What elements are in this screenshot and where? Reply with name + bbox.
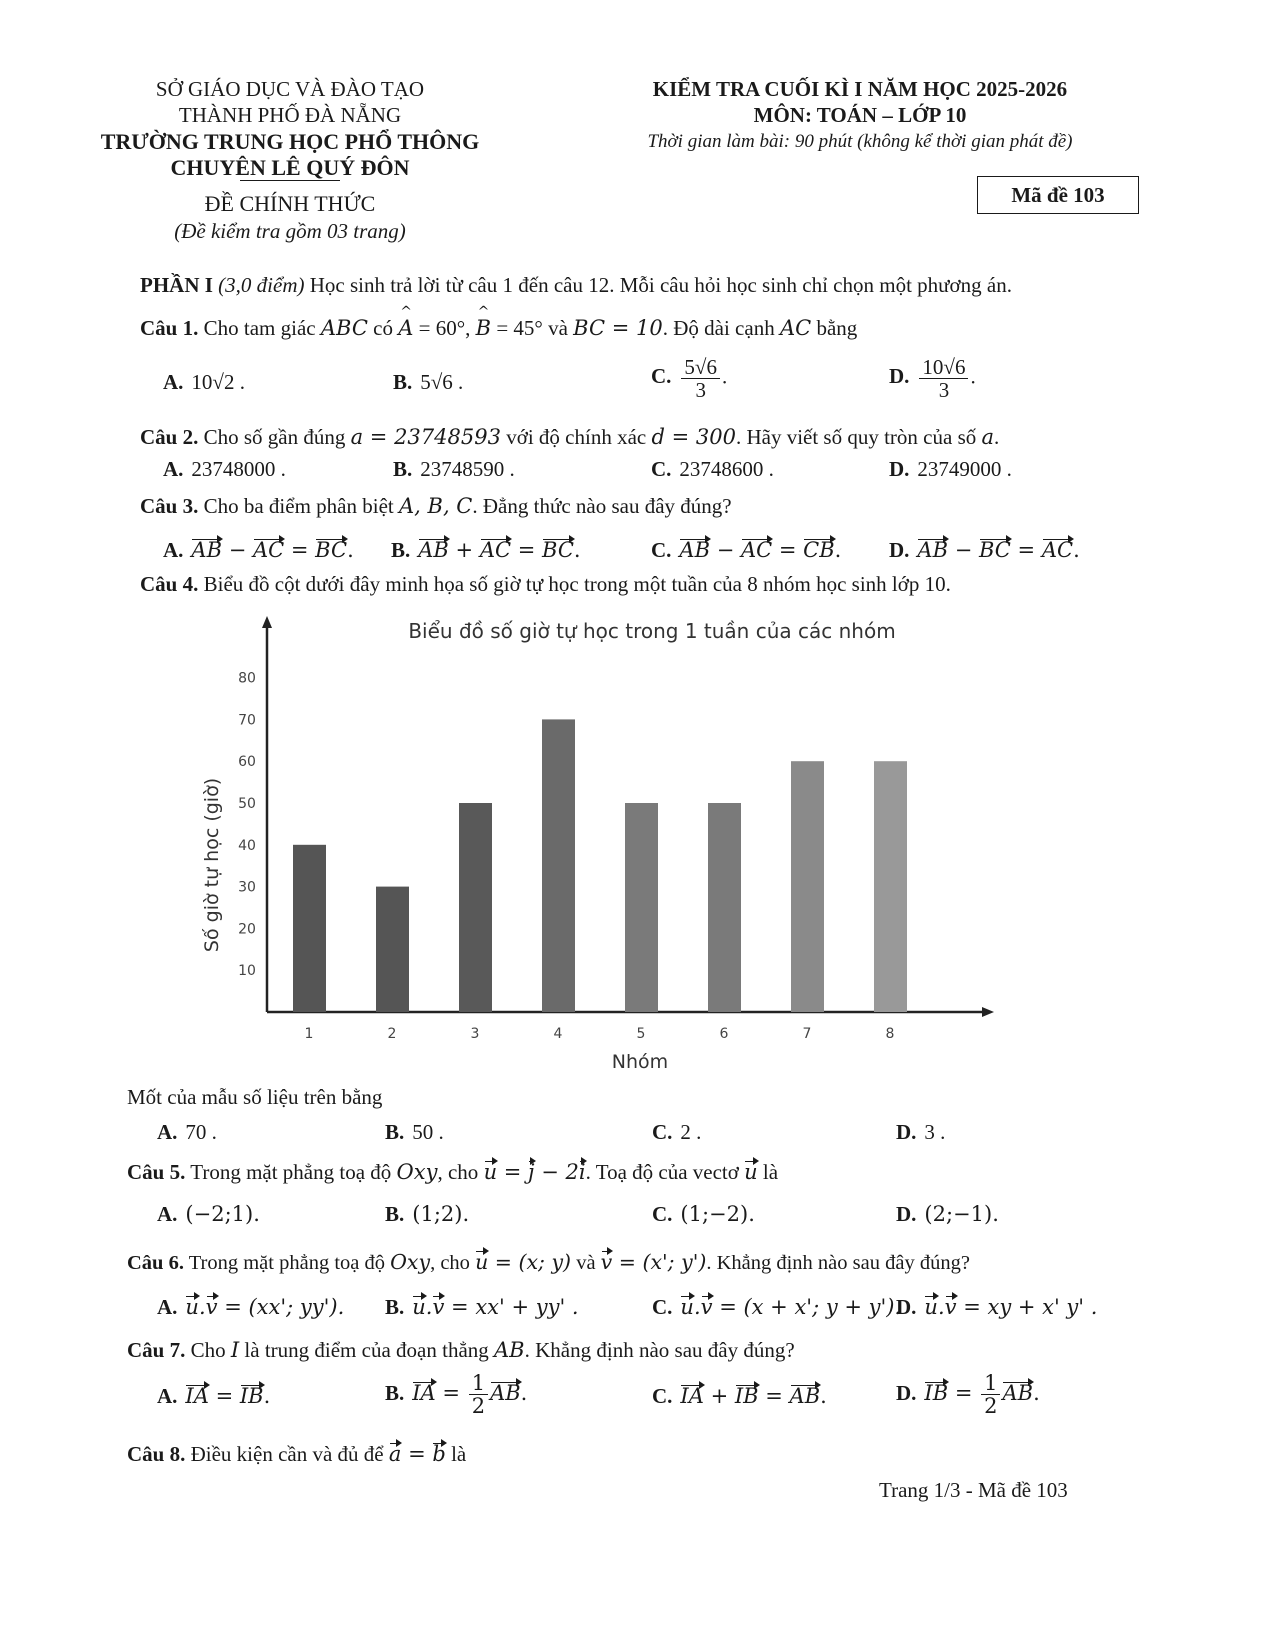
q1-text-4: bằng [816,316,858,340]
q1-option-b[interactable]: B. 5√6 . [393,370,464,394]
q6-and: và [576,1252,596,1274]
q2-text-2: với độ chính xác [506,425,647,449]
q7-text-2: là trung điểm của đoạn thẳng [244,1338,489,1362]
school-name: CHUYÊN LÊ QUÝ ĐÔN [170,155,410,180]
q1-angle-b-value: = 45° [496,316,543,340]
question-1 [140,304,858,341]
q5-text-2: , cho [437,1160,479,1184]
chart-y-axis-label: Số giờ tự học (giờ) [201,777,223,953]
q1-and: và [548,316,568,340]
bar-group-2 [376,887,409,1012]
part1-label: PHẦN I [140,273,213,297]
q2-label: Câu 2. [140,425,199,449]
q3-option-a[interactable]: A. AB − AC = BC. [163,538,354,562]
part1-points: (3,0 điểm) [218,273,305,297]
q4-option-d[interactable]: D. 3 . [896,1120,946,1144]
q6-label: Câu 6. [127,1252,184,1274]
q3-option-b[interactable]: B. AB + AC = BC. [391,538,581,562]
q6-option-d[interactable]: D. u.v = xy + x' y' . [896,1295,1098,1319]
q1-angle-b: ^ B [475,304,492,340]
x-tick-label: 4 [553,1026,563,1042]
q2-var: a [981,425,995,449]
q4-label: Câu 4. [140,572,199,596]
bar-group-8 [874,761,907,1012]
bar-group-4 [542,719,575,1012]
chart-x-axis-label: Nhóm [611,1051,669,1073]
q4-option-a[interactable]: A. 70 . [157,1120,217,1144]
subject-title: MÔN: TOÁN – LỚP 10 [753,103,967,127]
q5-vector-u: u [744,1160,758,1184]
page-footer: Trang 1/3 - Mã đề 103 [879,1478,1068,1502]
q8-text-2: là [451,1442,467,1466]
q5-equation: u = j − 2i [483,1160,586,1184]
q7-option-d[interactable]: D. IB = $\frac{1}{2}$ AB. [896,1371,1040,1419]
q1-text: Cho tam giác [203,316,316,340]
q6-option-a[interactable]: A. u.v = (xx'; yy'). [157,1295,345,1319]
q2-approx: a = 23748593 [350,425,501,449]
exam-code-box: Mã đề 103 [977,176,1139,214]
y-tick-label: 70 [238,712,256,729]
q7-option-a[interactable]: A. IA = IB. [157,1384,271,1408]
school-type: TRƯỜNG TRUNG HỌC PHỔ THÔNG [100,129,480,154]
q1-option-c[interactable]: C. $\frac{5√6}{3}$ . [651,355,728,403]
q2-option-d[interactable]: D. 23749000 . [889,457,1012,481]
x-tick-label: 3 [470,1026,480,1042]
y-tick-label: 50 [238,796,256,812]
q3-text: Cho ba điểm phân biệt [203,494,394,518]
study-hours-bar-chart [190,619,1070,1120]
question-6 [127,1250,970,1275]
exam-title: KIỂM TRA CUỐI KÌ I NĂM HỌC 2025-2026 [652,77,1068,101]
bar-group-7 [791,761,824,1012]
q3-option-d[interactable]: D. AB − BC = AC. [889,538,1080,562]
q1-option-a[interactable]: A. 10√2 . [163,370,245,394]
y-tick-label: 10 [238,963,256,980]
y-tick-label: 40 [238,837,256,854]
question-2 [140,425,999,450]
q8-equation: a = b [388,1442,446,1466]
q3-option-c[interactable]: C. AB − AC = CB. [651,538,842,562]
time-note: Thời gian làm bài: 90 phút (không kể thời gian phát đề) [647,131,1073,152]
q4-followup: Mốt của mẫu số liệu trên bằng [127,1085,383,1109]
y-tick-label: 20 [238,921,256,938]
city-name: THÀNH PHỐ ĐÀ NẴNG [178,103,402,127]
q5-option-c[interactable]: C. (1;−2). [652,1202,755,1226]
q1-text-3: . Độ dài cạnh [662,316,775,340]
page-count-note: (Đề kiểm tra gồm 03 trang) [174,219,406,243]
q6-option-b[interactable]: B. u.v = xx' + yy' . [385,1295,579,1319]
q4-option-c[interactable]: C. 2 . [652,1120,702,1144]
y-tick-label: 60 [238,754,256,771]
part1-instruction: Học sinh trả lời từ câu 1 đến câu 12. Mỗi câu hỏi học sinh chỉ chọn một phương án. [309,273,1012,297]
q6-vector-v: v = (x'; y') [600,1250,707,1274]
q1-option-d[interactable]: D. $\frac{10√6}{3}$ . [889,355,976,403]
q2-precision: d = 300 [651,425,736,449]
q5-oxy: Oxy [396,1160,438,1184]
q1-text-2: có [373,316,393,340]
q5-label: Câu 5. [127,1160,186,1184]
bar-group-3 [459,803,492,1012]
x-tick-label: 5 [636,1026,646,1042]
x-tick-label: 6 [719,1026,729,1042]
q2-option-c[interactable]: C. 23748600 . [651,457,774,481]
q6-oxy: Oxy [390,1250,431,1274]
y-axis-arrow-icon [262,616,272,628]
q1-label: Câu 1. [140,316,199,340]
q7-text-3: . Khẳng định nào sau đây đúng? [524,1338,795,1362]
q1-triangle: ABC [320,316,368,340]
y-tick-label: 80 [238,670,256,687]
question-3 [140,494,732,519]
q7-option-c[interactable]: C. IA + IB = AB. [652,1384,827,1408]
q8-label: Câu 8. [127,1442,186,1466]
q5-text-4: là [762,1160,779,1184]
q2-text: Cho số gần đúng [203,425,346,449]
q5-option-b[interactable]: B. (1;2). [385,1202,470,1226]
q1-bc: BC = 10 [573,316,663,340]
q2-option-b[interactable]: B. 23748590 . [393,457,515,481]
q6-text: Trong mặt phẳng toạ độ [188,1252,385,1274]
question-8 [127,1442,466,1467]
y-tick-label: 30 [238,879,256,896]
x-tick-label: 7 [802,1026,812,1042]
question-5 [127,1160,778,1185]
q3-points: A, B, C [399,494,473,518]
q1-ac: AC [779,316,812,340]
official-label: ĐỀ CHÍNH THỨC [204,191,376,216]
bar-group-6 [708,803,741,1012]
q2-option-a[interactable]: A. 23748000 . [163,457,286,481]
q1-angle-a-value: = 60°, [418,316,471,340]
question-7 [127,1338,795,1363]
q3-label: Câu 3. [140,494,199,518]
q5-text: Trong mặt phẳng toạ độ [190,1160,392,1184]
q6-text-2: , cho [430,1252,470,1274]
header-underline [240,180,340,181]
dept-name: SỞ GIÁO DỤC VÀ ĐÀO TẠO [155,77,425,101]
q1-angle-a: ^ A [398,304,414,340]
bar-group-1 [293,845,326,1012]
q3-text-2: . Đẳng thức nào sau đây đúng? [472,494,732,518]
q8-text: Điều kiện cần và đủ để [190,1442,384,1466]
x-tick-label: 1 [304,1026,314,1042]
q2-text-3: . Hãy viết số quy tròn của số [735,425,977,449]
q4-option-b[interactable]: B. 50 . [385,1120,444,1144]
q4-text: Biểu đồ cột dưới đây minh họa số giờ tự học trong một tuần của 8 nhóm học sinh lớp 10. [203,572,951,596]
x-axis-arrow-icon [982,1007,994,1017]
chart-title: Biểu đồ số giờ tự học trong 1 tuần của các nhóm [408,619,896,643]
q2-period: . [994,425,1000,449]
q7-option-b[interactable]: B. IA = $\frac{1}{2}$ AB. [385,1371,528,1419]
q5-option-d[interactable]: D. (2;−1). [896,1202,999,1226]
q7-text: Cho [190,1338,226,1362]
q7-segment: AB [494,1338,525,1362]
part1-heading [140,273,1012,298]
q5-text-3: . Toạ độ của vectơ [585,1160,739,1184]
q6-text-3: . Khẳng định nào sau đây đúng? [706,1252,970,1274]
q7-label: Câu 7. [127,1338,186,1362]
q7-point-i: I [230,1338,240,1362]
q5-option-a[interactable]: A. (−2;1). [157,1202,260,1226]
bar-group-5 [625,803,658,1012]
x-tick-label: 2 [387,1026,397,1042]
q6-vector-u: u = (x; y) [475,1250,572,1274]
q6-option-c[interactable]: C. u.v = (x + x'; y + y'). [652,1295,902,1319]
x-tick-label: 8 [885,1026,895,1042]
question-4 [140,572,951,597]
